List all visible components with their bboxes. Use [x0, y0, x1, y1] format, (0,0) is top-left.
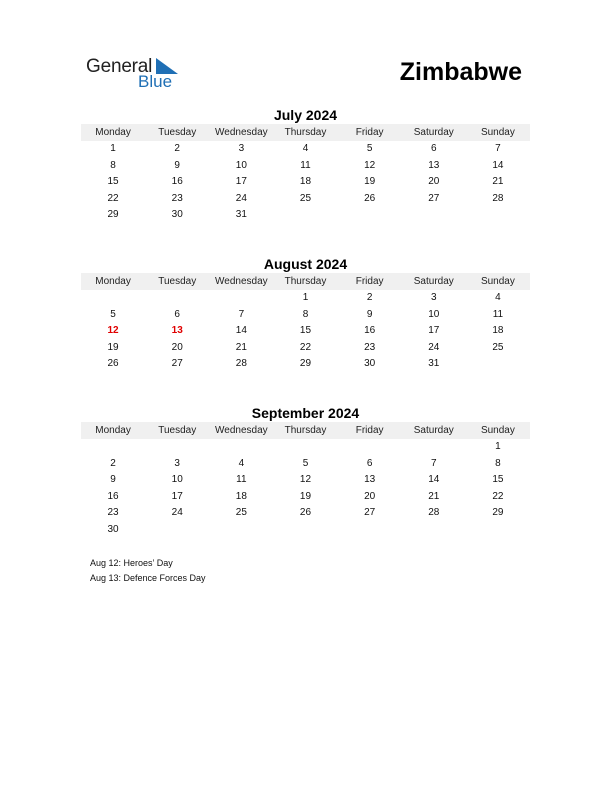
date-cell: 17	[428, 325, 440, 336]
weekday-label: Wednesday	[209, 124, 273, 141]
date-cell: 23	[364, 341, 376, 353]
weekday-label: Tuesday	[145, 422, 209, 439]
weekday-label: Friday	[338, 422, 402, 439]
date-cell: 27	[428, 192, 440, 204]
holiday-note: Aug 13: Defence Forces Day	[90, 572, 206, 583]
date-cell: 14	[235, 325, 247, 336]
date-cell: 10	[171, 474, 183, 485]
weekday-label: Monday	[81, 124, 145, 141]
date-cell: 29	[299, 358, 312, 369]
date-cell: 15	[299, 325, 312, 336]
date-cell: 30	[107, 523, 119, 535]
date-cell	[402, 522, 466, 539]
date-cell: 21	[235, 341, 247, 353]
holiday-notes	[90, 556, 206, 585]
date-cell	[402, 207, 466, 224]
date-cell: 17	[235, 176, 247, 187]
date-cell: 7	[495, 143, 501, 154]
date-cell: 8	[110, 159, 116, 171]
date-cell	[273, 207, 337, 224]
date-cell: 25	[299, 192, 312, 204]
date-cell: 9	[174, 159, 180, 171]
weekday-label: Tuesday	[145, 124, 209, 141]
date-cell: 16	[107, 490, 119, 502]
date-cell: 22	[107, 192, 119, 204]
date-cell: 4	[238, 457, 245, 469]
date-cell: 11	[236, 474, 247, 485]
date-cell: 9	[110, 474, 116, 485]
date-cell	[209, 522, 273, 539]
weekday-label: Thursday	[273, 124, 337, 141]
date-cell	[402, 439, 466, 456]
weekday-label: Wednesday	[209, 422, 273, 439]
date-cell: 8	[495, 457, 501, 469]
date-cell: 14	[428, 474, 440, 485]
date-cell: 19	[299, 490, 312, 502]
date-cell: 20	[428, 176, 440, 187]
date-cell: 16	[171, 176, 183, 187]
date-cell: 1	[495, 441, 501, 452]
weekday-label: Friday	[338, 124, 402, 141]
weekday-label: Thursday	[273, 273, 337, 290]
generalblue-logo	[86, 56, 186, 92]
date-cell: 6	[366, 457, 373, 469]
date-cell: 3	[238, 143, 245, 154]
date-cell: 15	[107, 176, 119, 187]
date-cell: 3	[430, 292, 437, 303]
date-cell: 24	[171, 507, 183, 518]
month-title: September 2024	[251, 405, 360, 421]
weekday-label: Saturday	[402, 273, 466, 290]
date-cell: 11	[300, 159, 311, 171]
date-cell: 5	[302, 457, 309, 469]
date-cell: 4	[302, 143, 309, 154]
date-cell	[466, 522, 530, 539]
date-cell: 18	[235, 490, 247, 502]
weekday-label: Sunday	[466, 273, 530, 290]
date-cell: 6	[174, 308, 180, 320]
date-cell: 28	[492, 192, 504, 204]
holiday-date-cell: 13	[171, 325, 183, 336]
weekday-label: Saturday	[402, 422, 466, 439]
holiday-note: Aug 12: Heroes’ Day	[90, 558, 173, 568]
logo-blue-text: Blue	[138, 72, 173, 91]
date-cell: 24	[235, 192, 247, 204]
date-cell: 18	[492, 325, 504, 336]
date-cell: 13	[364, 474, 376, 485]
date-cell: 4	[495, 292, 501, 303]
weekday-label: Sunday	[466, 124, 530, 141]
date-cell: 13	[428, 159, 440, 171]
date-cell	[338, 439, 402, 456]
date-cell: 25	[492, 341, 504, 353]
date-cell	[145, 522, 209, 539]
month-block-september	[81, 404, 530, 538]
date-cell: 28	[235, 358, 247, 369]
date-cell: 2	[110, 457, 116, 469]
date-cell: 23	[171, 192, 183, 204]
month-block-august	[81, 255, 530, 373]
weekday-label: Monday	[81, 422, 145, 439]
weekday-header	[81, 422, 530, 439]
date-cell: 7	[238, 308, 245, 320]
date-cell: 30	[364, 358, 376, 369]
date-cell: 26	[299, 507, 312, 518]
date-cell: 7	[430, 457, 437, 469]
weekday-label: Monday	[81, 273, 145, 290]
date-cell: 2	[366, 292, 373, 303]
weekday-label: Saturday	[402, 124, 466, 141]
date-cell	[209, 439, 273, 456]
date-cell	[338, 207, 402, 224]
weekday-label: Thursday	[273, 422, 337, 439]
date-cell: 1	[110, 143, 116, 154]
date-cell: 31	[235, 209, 247, 220]
month-days	[81, 439, 530, 538]
date-cell	[145, 439, 209, 456]
date-cell	[81, 290, 145, 307]
weekday-label: Friday	[338, 273, 402, 290]
date-cell: 9	[366, 308, 373, 320]
weekday-label: Sunday	[466, 422, 530, 439]
country-title: Zimbabwe	[399, 58, 522, 86]
month-days	[81, 141, 530, 224]
date-cell: 21	[428, 490, 440, 502]
date-cell: 8	[302, 308, 309, 320]
date-cell: 22	[299, 341, 312, 353]
date-cell: 5	[110, 308, 116, 320]
date-cell: 26	[364, 192, 376, 204]
month-title: August 2024	[263, 256, 348, 272]
weekday-label: Tuesday	[145, 273, 209, 290]
date-cell: 1	[302, 292, 309, 303]
weekday-label: Wednesday	[209, 273, 273, 290]
date-cell: 20	[171, 341, 183, 353]
date-cell: 18	[299, 176, 312, 187]
date-cell: 31	[428, 358, 440, 369]
date-cell	[209, 290, 273, 307]
date-cell: 17	[171, 490, 183, 502]
date-cell: 10	[235, 159, 247, 171]
holiday-date-cell: 12	[107, 325, 119, 336]
date-cell: 27	[364, 507, 376, 518]
date-cell: 11	[492, 308, 504, 320]
date-cell: 16	[364, 325, 376, 336]
date-cell: 27	[171, 358, 183, 369]
date-cell: 30	[171, 209, 183, 220]
date-cell	[81, 439, 145, 456]
date-cell	[466, 207, 530, 224]
logo-general-text: General	[86, 56, 153, 77]
date-cell	[338, 522, 402, 539]
date-cell	[273, 522, 337, 539]
date-cell: 25	[235, 507, 247, 518]
date-cell	[145, 290, 209, 307]
date-cell: 12	[364, 159, 376, 171]
date-cell: 24	[428, 341, 440, 353]
date-cell: 23	[107, 507, 119, 518]
date-cell: 20	[364, 490, 376, 502]
month-title: July 2024	[273, 107, 338, 123]
date-cell: 29	[107, 209, 119, 220]
date-cell: 22	[492, 490, 504, 502]
date-cell: 14	[492, 159, 504, 171]
date-cell: 12	[299, 474, 312, 485]
date-cell: 21	[492, 176, 504, 187]
date-cell: 26	[107, 358, 119, 369]
month-block-july	[81, 106, 530, 224]
date-cell: 29	[492, 507, 504, 518]
weekday-header	[81, 273, 530, 290]
date-cell: 19	[107, 341, 119, 353]
date-cell	[273, 439, 337, 456]
month-days	[81, 290, 530, 373]
date-cell: 28	[428, 507, 440, 518]
date-cell: 3	[174, 457, 180, 469]
date-cell: 5	[366, 143, 373, 154]
date-cell: 10	[428, 308, 440, 320]
date-cell: 6	[430, 143, 437, 154]
date-cell: 19	[364, 176, 376, 187]
weekday-header	[81, 124, 530, 141]
date-cell: 15	[492, 474, 504, 485]
date-cell	[466, 356, 530, 373]
date-cell: 2	[174, 143, 180, 154]
